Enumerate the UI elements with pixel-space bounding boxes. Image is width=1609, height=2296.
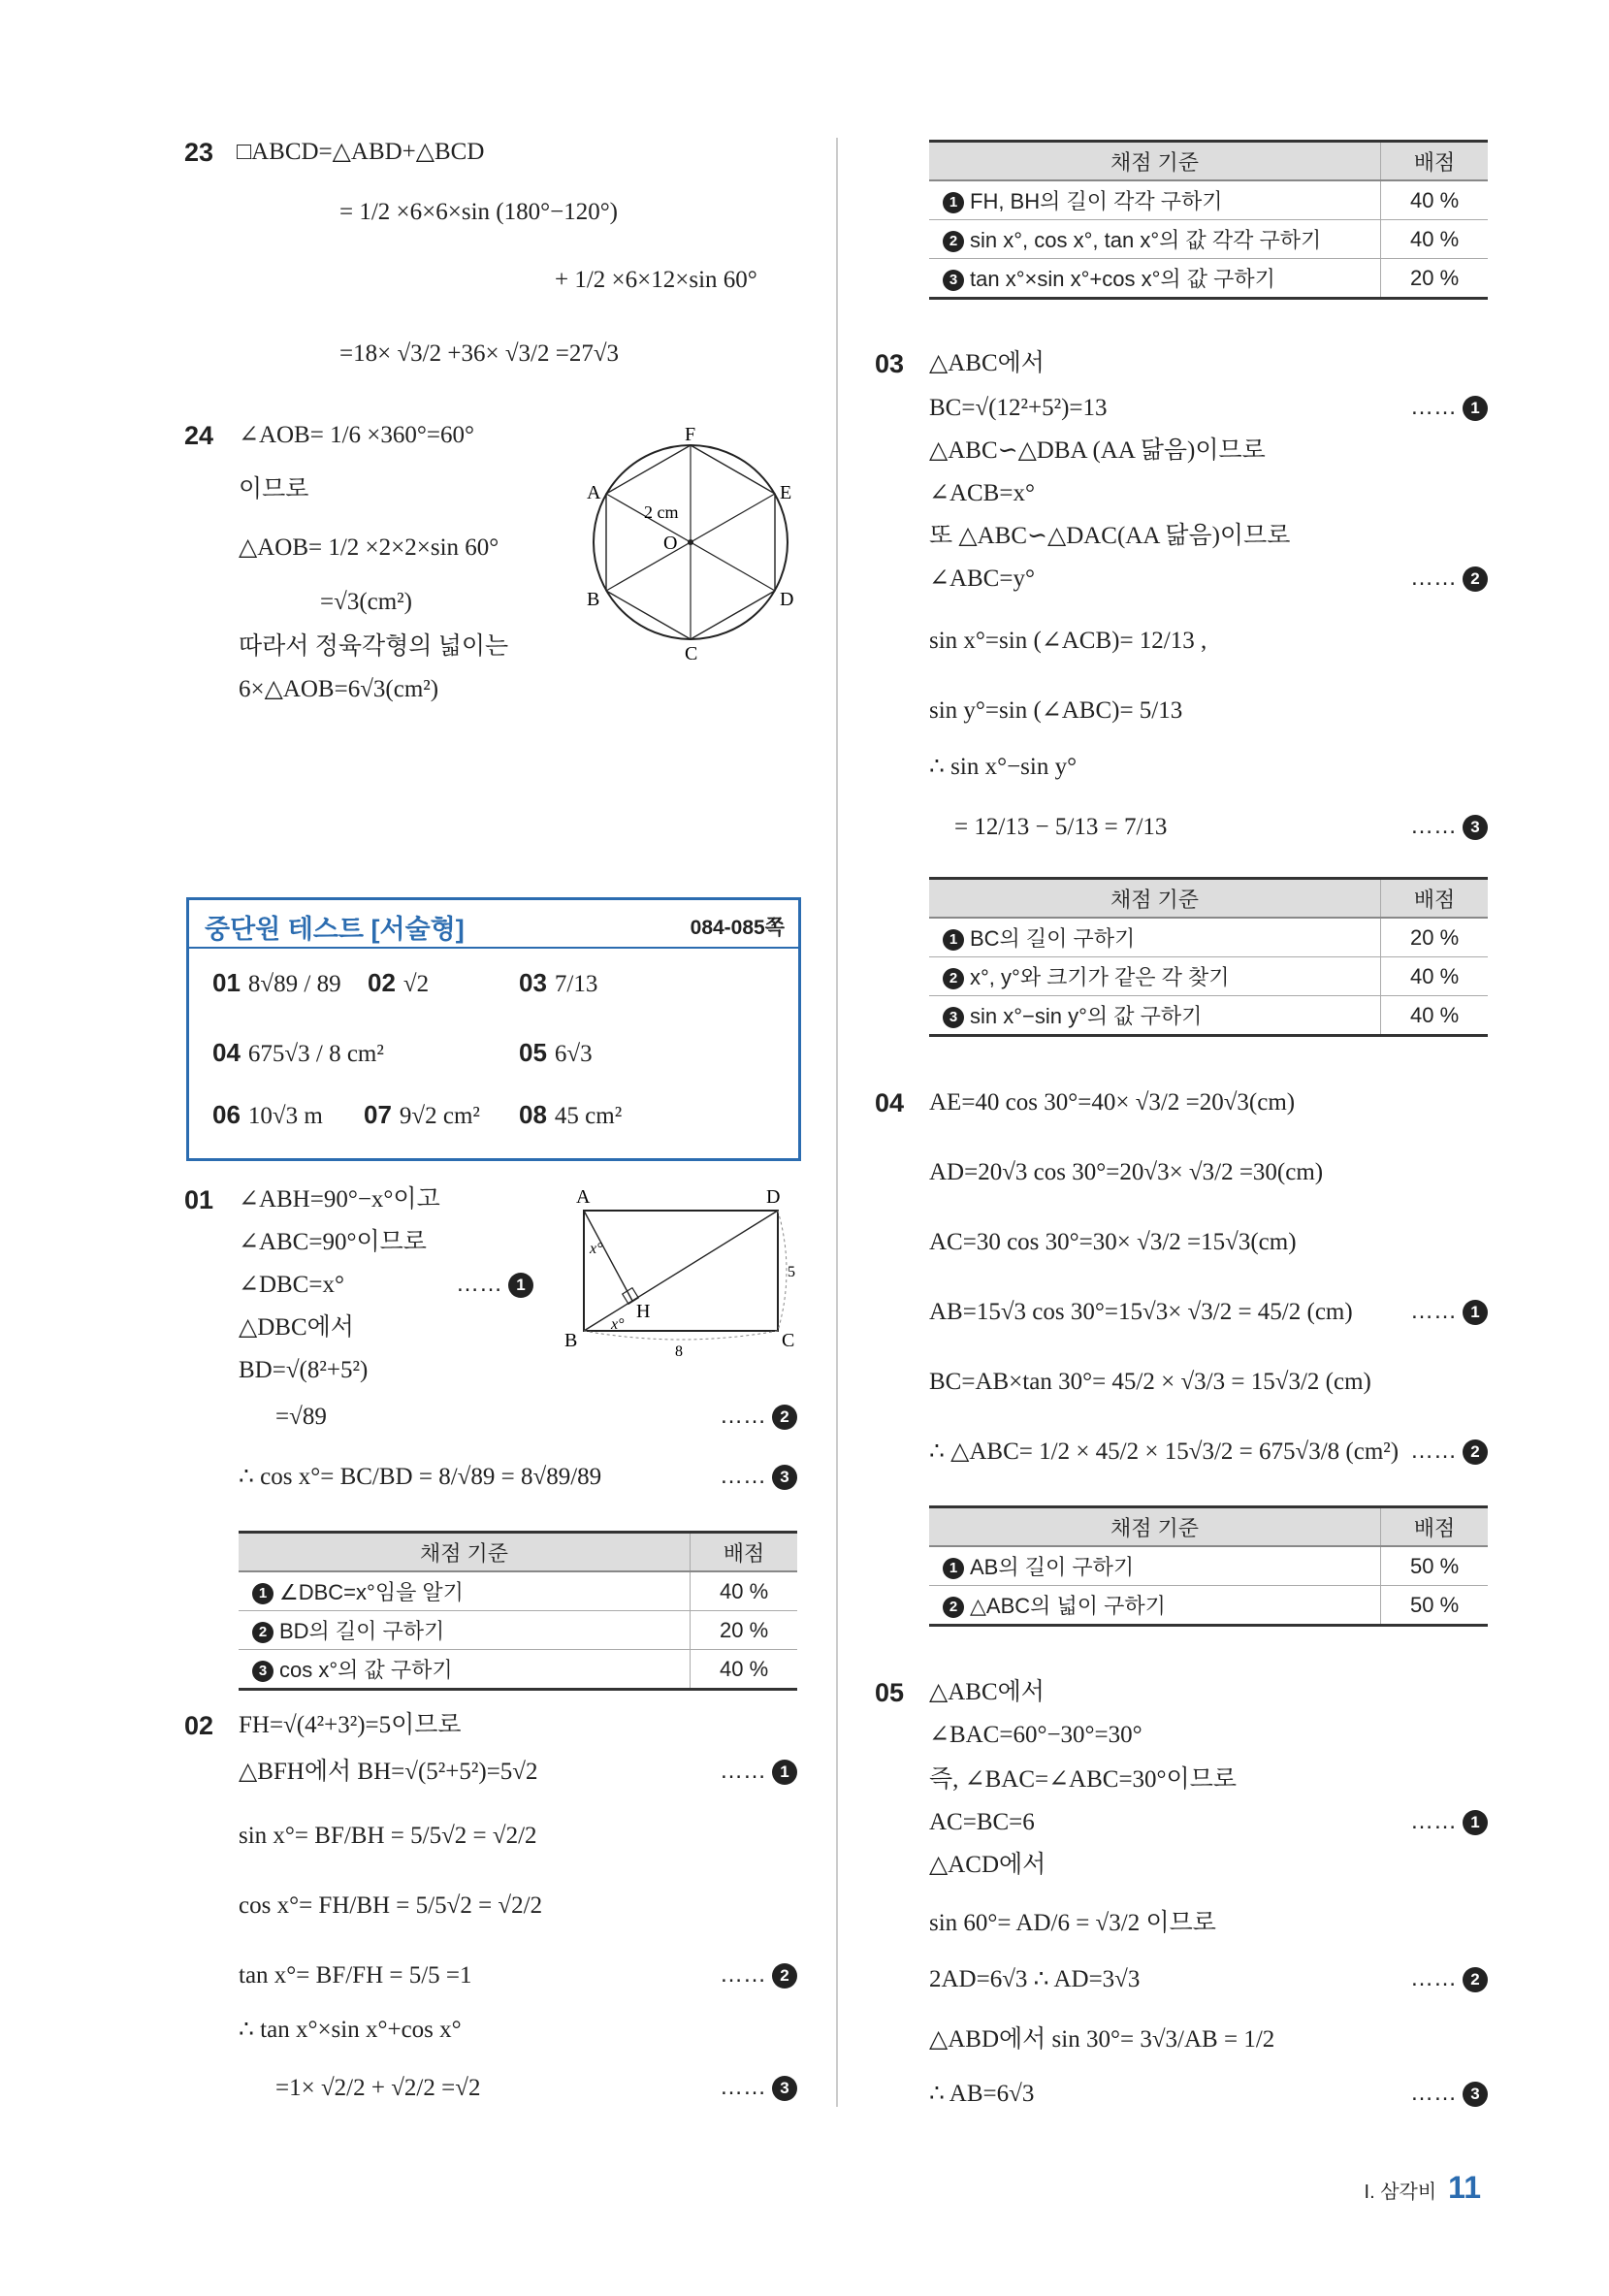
hexagon-figure (582, 421, 805, 663)
top-table-head-crit: 채점 기준 (929, 142, 1381, 181)
problem-23-number: 23 (184, 138, 214, 167)
q04-marker-2: …… 2 (1410, 1438, 1488, 1465)
q02-line-4: cos x°= FH/BH = 5/5√2 = √2/2 (239, 1892, 543, 1919)
unit-test-title: 중단원 테스트 [서술형] (205, 915, 465, 944)
question-04-number: 04 (875, 1088, 905, 1117)
top-table-head-pct: 배점 (1381, 142, 1489, 181)
q05-line-1: △ABC에서 (929, 1679, 1045, 1705)
question-01-number: 01 (184, 1185, 214, 1214)
problem-24-line-1: ∠AOB= 1/6 ×360°=60° (239, 422, 474, 448)
rectangle-figure (563, 1185, 805, 1360)
q03-line-10: = 12/13 − 5/13 = 7/13 (954, 814, 1168, 840)
q04-line-5: BC=AB×tan 30°= 45/2 × √3/3 = 15√3/2 (cm) (929, 1369, 1371, 1395)
answer-07: 07 9√2 cm² (364, 1100, 480, 1129)
q01-line-3: ∠DBC=x° (239, 1272, 344, 1298)
q05-line-6: sin 60°= AD/6 = √3/2 이므로 (929, 1910, 1216, 1936)
question-02-number: 02 (184, 1711, 214, 1740)
rect-angle-b: x° (611, 1316, 625, 1333)
unit-test-header (189, 900, 798, 949)
q04-line-3: AC=30 cos 30°=30× √3/2 =15√3(cm) (929, 1229, 1297, 1255)
hex-label-e: E (780, 482, 792, 503)
q05-marker-1: …… 1 (1410, 1808, 1488, 1835)
table-row: 2 x°, y°와 크기가 같은 각 찾기 40 % (929, 957, 1488, 996)
q02-line-5: tan x°= BF/FH = 5/5 =1 (239, 1962, 472, 1989)
q01-line-5: BD=√(8²+5²) (239, 1357, 369, 1383)
column-divider (836, 138, 838, 2107)
q02-scoring-table (929, 140, 1488, 300)
rect-side-5: 5 (788, 1264, 795, 1280)
table-row: 1 AB의 길이 구하기 50 % (929, 1546, 1488, 1586)
table-row: 1 BC의 길이 구하기 20 % (929, 918, 1488, 957)
problem-23-line-4: =18× √3/2 +36× √3/2 =27√3 (339, 340, 620, 367)
problem-23-line-1: □ABCD=△ABD+△BCD (237, 139, 485, 165)
rect-label-h: H (636, 1301, 651, 1322)
q03-line-8: sin y°=sin (∠ABC)= 5/13 (929, 697, 1183, 724)
q05-line-8: △ABD에서 sin 30°= 3√3/AB = 1/2 (929, 2026, 1275, 2053)
answer-02: 02 √2 (368, 968, 430, 997)
q04-line-4: AB=15√3 cos 30°=15√3× √3/2 = 45/2 (cm) (929, 1299, 1353, 1325)
q03-line-9: ∴ sin x°−sin y° (929, 754, 1078, 780)
problem-24-number: 24 (184, 421, 214, 450)
q05-line-4: AC=BC=6 (929, 1809, 1035, 1835)
question-03-number: 03 (875, 349, 905, 378)
q01-line-2: ∠ABC=90°이므로 (239, 1229, 427, 1255)
hex-label-b: B (587, 589, 600, 610)
table-row: 3 cos x°의 값 구하기 40 % (239, 1650, 797, 1690)
answer-01: 01 8√89 / 89 (212, 968, 341, 997)
question-05-number: 05 (875, 1678, 905, 1707)
problem-24-line-3: △AOB= 1/2 ×2×2×sin 60° (239, 534, 499, 561)
q04-line-6: ∴ △ABC= 1/2 × 45/2 × 15√3/2 = 675√3/8 (cm²) (929, 1439, 1400, 1465)
q01-line-4: △DBC에서 (239, 1314, 354, 1341)
answer-06: 06 10√3 m (212, 1100, 323, 1129)
q04-line-1: AE=40 cos 30°=40× √3/2 =20√3(cm) (929, 1089, 1296, 1116)
chapter-label: I. 삼각비 (1364, 2182, 1437, 2203)
table-row: 2 BD의 길이 구하기 20 % (239, 1611, 797, 1650)
q01-line-7: ∴ cos x°= BC/BD = 8/√89 = 8√89/89 (239, 1464, 602, 1490)
q05-line-3: 즉, ∠BAC=∠ABC=30°이므로 (929, 1766, 1237, 1793)
answer-05: 05 6√3 (519, 1038, 593, 1067)
q04-table-head-crit: 채점 기준 (929, 1507, 1381, 1547)
hex-label-d: D (780, 589, 794, 610)
q03-line-6: ∠ABC=y° (929, 566, 1035, 592)
q01-table-head-pct: 배점 (691, 1533, 798, 1572)
q03-line-3: △ABC∽△DBA (AA 닮음)이므로 (929, 437, 1266, 464)
answer-03: 03 7/13 (519, 968, 598, 997)
table-row: 2 sin x°, cos x°, tan x°의 값 각각 구하기 40 % (929, 220, 1488, 259)
q03-marker-2: …… 2 (1410, 565, 1488, 592)
q05-marker-3: …… 3 (1410, 2080, 1488, 2107)
q01-scoring-table (239, 1531, 797, 1691)
table-row: 2 △ABC의 넓이 구하기 50 % (929, 1586, 1488, 1626)
q02-marker-2: …… 2 (720, 1961, 797, 1989)
q01-marker-3: …… 3 (720, 1463, 797, 1490)
problem-24-line-4: =√3(cm²) (320, 589, 413, 615)
q01-line-1: ∠ABH=90°−x°이고 (239, 1186, 440, 1213)
q04-table-head-pct: 배점 (1381, 1507, 1489, 1547)
answer-08: 08 45 cm² (519, 1100, 623, 1129)
q03-line-2: BC=√(12²+5²)=13 (929, 395, 1108, 421)
q01-marker-2: …… 2 (720, 1403, 797, 1430)
rect-label-c: C (782, 1330, 795, 1351)
answer-04: 04 675√3 / 8 cm² (212, 1038, 384, 1067)
q03-line-1: △ABC에서 (929, 350, 1045, 376)
rect-label-a: A (576, 1186, 591, 1208)
hex-label-a: A (587, 482, 601, 503)
q04-line-2: AD=20√3 cos 30°=20√3× √3/2 =30(cm) (929, 1159, 1324, 1185)
table-row: 1 FH, BH의 길이 각각 구하기 40 % (929, 180, 1488, 220)
q01-table-head-crit: 채점 기준 (239, 1533, 691, 1572)
q05-line-5: △ACD에서 (929, 1852, 1046, 1878)
rect-angle-a: x° (590, 1241, 603, 1257)
hex-label-o: O (663, 533, 678, 554)
q02-marker-3: …… 3 (720, 2074, 797, 2101)
q03-line-7: sin x°=sin (∠ACB)= 12/13 , (929, 628, 1207, 654)
page-number: 11 (1448, 2170, 1481, 2205)
q02-line-1: FH=√(4²+3²)=5이므로 (239, 1712, 462, 1738)
q02-line-3: sin x°= BF/BH = 5/5√2 = √2/2 (239, 1823, 537, 1849)
q05-line-7: 2AD=6√3 ∴ AD=3√3 (929, 1966, 1141, 1992)
q02-line-7: =1× √2/2 + √2/2 =√2 (275, 2075, 481, 2101)
unit-test-answer-box (186, 897, 801, 1161)
q04-marker-1: …… 1 (1410, 1298, 1488, 1325)
problem-23-line-2: = 1/2 ×6×6×sin (180°−120°) (339, 199, 619, 225)
problem-23-line-3: + 1/2 ×6×12×sin 60° (555, 267, 757, 293)
table-row: 3 sin x°−sin y°의 값 구하기 40 % (929, 996, 1488, 1036)
q01-line-6: =√89 (275, 1404, 327, 1430)
page-footer (1365, 2170, 1481, 2206)
q01-marker-1: …… 1 (456, 1271, 533, 1298)
q03-line-5: 또 △ABC∽△DAC(AA 닮음)이므로 (929, 523, 1291, 549)
rect-label-d: D (766, 1186, 781, 1208)
q05-line-9: ∴ AB=6√3 (929, 2081, 1035, 2107)
q03-marker-1: …… 1 (1410, 394, 1488, 421)
q03-table-head-crit: 채점 기준 (929, 879, 1381, 919)
rect-side-8: 8 (675, 1343, 683, 1360)
q02-marker-1: …… 1 (720, 1758, 797, 1785)
table-row: 1 ∠DBC=x°임을 알기 40 % (239, 1571, 797, 1611)
rect-label-b: B (564, 1330, 578, 1351)
q02-line-6: ∴ tan x°×sin x°+cos x° (239, 2017, 462, 2043)
q05-line-2: ∠BAC=60°−30°=30° (929, 1722, 1142, 1748)
unit-test-pages: 084-085쪽 (690, 917, 785, 939)
q04-scoring-table (929, 1505, 1488, 1627)
problem-24-line-6: 6×△AOB=6√3(cm²) (239, 676, 439, 702)
problem-24-line-5: 따라서 정육각형의 넓이는 (239, 633, 509, 660)
q03-line-4: ∠ACB=x° (929, 480, 1035, 506)
hex-label-c: C (685, 643, 698, 663)
problem-24-line-2: 이므로 (239, 476, 309, 502)
hex-label-f: F (685, 424, 696, 445)
hex-side-label: 2 cm (644, 502, 679, 522)
table-row: 3 tan x°×sin x°+cos x°의 값 구하기 20 % (929, 259, 1488, 299)
q03-scoring-table (929, 877, 1488, 1037)
q05-marker-2: …… 2 (1410, 1965, 1488, 1992)
q03-table-head-pct: 배점 (1381, 879, 1489, 919)
q02-line-2: △BFH에서 BH=√(5²+5²)=5√2 (239, 1759, 538, 1785)
q03-marker-3: …… 3 (1410, 813, 1488, 840)
